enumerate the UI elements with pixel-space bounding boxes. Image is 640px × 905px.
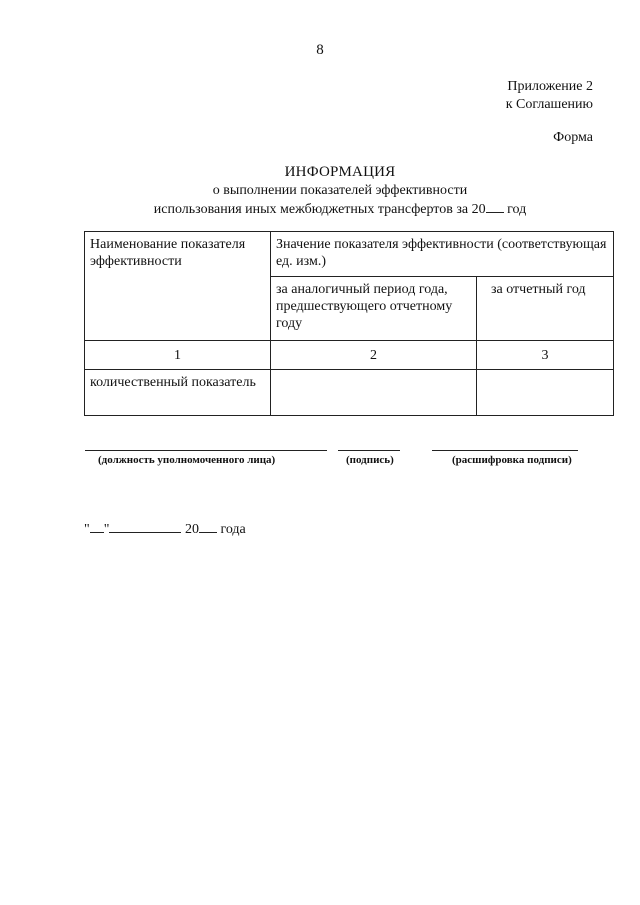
date-line — [84, 520, 246, 538]
previous-period-cell[interactable] — [271, 370, 477, 416]
year-blank — [486, 200, 504, 213]
group-header: Значение показателя эффективности (соответствующая ед. изм.) — [271, 232, 614, 277]
date-quote-close: " — [103, 522, 110, 537]
day-blank[interactable] — [90, 520, 104, 533]
position-label: (должность уполномоченного лица) — [98, 454, 276, 466]
table-row — [85, 370, 614, 416]
appendix-line-1: Приложение 2 — [507, 79, 593, 94]
reporting-year-cell[interactable] — [477, 370, 614, 416]
month-blank[interactable] — [109, 520, 181, 533]
form-label: Форма — [553, 130, 593, 145]
title-main: ИНФОРМАЦИЯ — [284, 164, 396, 180]
signature-line[interactable] — [338, 450, 400, 451]
document-title — [0, 163, 640, 219]
column-number: 2 — [271, 341, 477, 370]
appendix-line-2: к Соглашению — [505, 97, 593, 112]
col2-header: за аналогичный период года, предшествующего отчетному году — [271, 277, 477, 341]
title-line-3-suffix: год — [507, 202, 527, 217]
indicator-table — [84, 231, 614, 416]
year-blank[interactable] — [199, 520, 217, 533]
date-quote-open: " — [84, 522, 90, 537]
position-signature-line[interactable] — [85, 450, 327, 451]
column-number-row — [85, 341, 614, 370]
signature-label: (подпись) — [346, 454, 394, 466]
title-line-2: о выполнении показателей эффективности — [212, 183, 468, 198]
col1-header: Наименование показателя эффективности — [85, 232, 271, 341]
title-line-3 — [0, 200, 640, 219]
date-year-suffix: года — [220, 522, 246, 537]
table-header-row — [85, 232, 614, 277]
col3-header: за отчетный год — [477, 277, 614, 341]
indicator-name-cell: количественный показатель — [85, 370, 271, 416]
date-year-prefix: 20 — [184, 522, 199, 537]
column-number: 1 — [85, 341, 271, 370]
appendix-reference — [506, 78, 593, 114]
decoding-signature-line[interactable] — [432, 450, 578, 451]
title-line-3-prefix: использования иных межбюджетных трансфертов за 20 — [153, 202, 486, 217]
column-number: 3 — [477, 341, 614, 370]
decoding-label: (расшифровка подписи) — [452, 454, 572, 466]
page-number: 8 — [316, 42, 324, 58]
